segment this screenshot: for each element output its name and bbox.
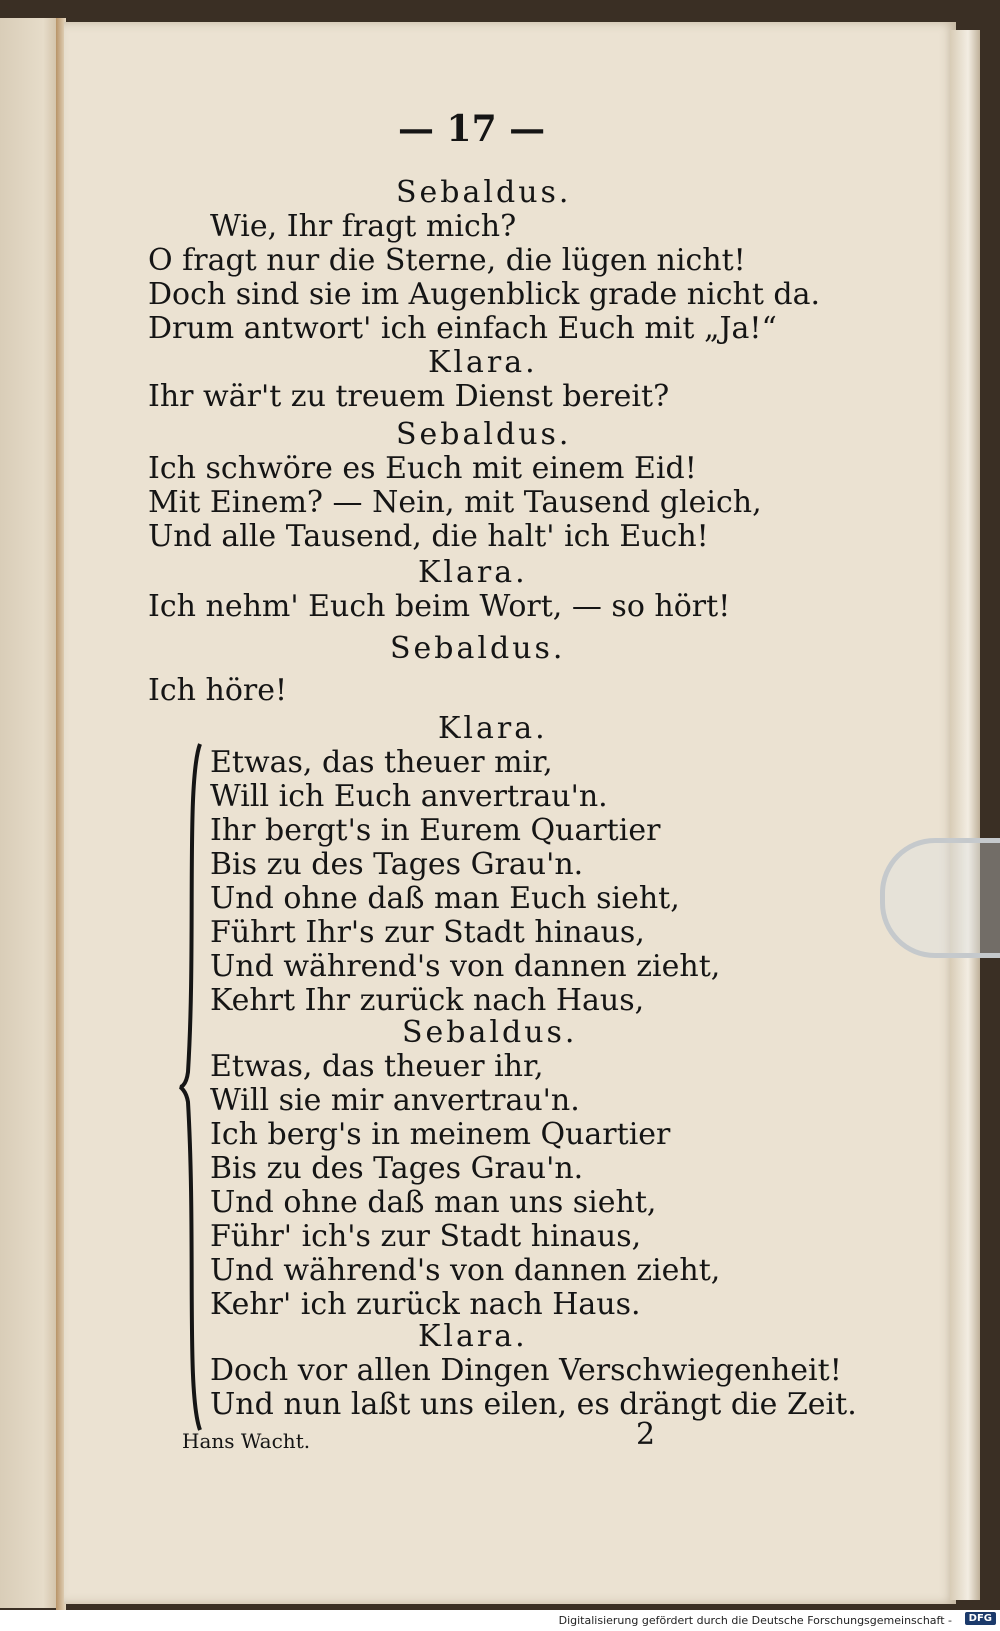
speaker-klara: Klara. — [418, 1319, 528, 1354]
verse-line: Ihr bergt's in Eurem Quartier — [210, 813, 661, 848]
page-number: — 17 — — [398, 108, 546, 150]
speaker-sebaldus: Sebaldus. — [390, 631, 566, 666]
speaker-sebaldus: Sebaldus. — [396, 417, 572, 452]
verse-line: Kehrt Ihr zurück nach Haus, — [210, 983, 645, 1018]
verse-line: Ich schwöre es Euch mit einem Eid! — [148, 451, 697, 486]
digitization-credit: Digitalisierung gefördert durch die Deutsche Forschungsgemeinschaft - — [558, 1614, 952, 1627]
verse-line: Mit Einem? — Nein, mit Tausend gleich, — [148, 485, 762, 520]
footer-signature-mark: 2 — [636, 1417, 656, 1452]
verse-line: Doch vor allen Dingen Verschwiegenheit! — [210, 1353, 842, 1388]
verse-line: Drum antwort' ich einfach Euch mit „Ja!“ — [148, 311, 777, 346]
verse-line: Und ohne daß man uns sieht, — [210, 1185, 657, 1220]
verse-line: Und ohne daß man Euch sieht, — [210, 881, 680, 916]
verse-line: Und während's von dannen zieht, — [210, 1253, 721, 1288]
page-stack-edge — [950, 30, 980, 1600]
verse-line: Ich berg's in meinem Quartier — [210, 1117, 671, 1152]
verse-line: O fragt nur die Sterne, die lügen nicht! — [148, 243, 746, 278]
curly-brace — [178, 742, 206, 1432]
verse-line: Ich nehm' Euch beim Wort, — so hört! — [148, 589, 731, 624]
speaker-sebaldus: Sebaldus. — [396, 175, 572, 210]
footer-signature: Hans Wacht. — [182, 1429, 311, 1453]
verse-line: Ich höre! — [148, 673, 288, 708]
verse-line: Wie, Ihr fragt mich? — [210, 209, 517, 244]
verse-line: Doch sind sie im Augenblick grade nicht da. — [148, 277, 821, 312]
speaker-klara: Klara. — [418, 555, 528, 590]
speaker-klara: Klara. — [428, 345, 538, 380]
paper-clip — [880, 838, 1000, 958]
verse-line: Bis zu des Tages Grau'n. — [210, 1151, 584, 1186]
verse-line: Will ich Euch anvertrau'n. — [210, 779, 608, 814]
verse-line: Ihr wär't zu treuem Dienst bereit? — [148, 379, 670, 414]
verse-line: Und alle Tausend, die halt' ich Euch! — [148, 519, 709, 554]
verse-line: Führt Ihr's zur Stadt hinaus, — [210, 915, 645, 950]
verse-line: Etwas, das theuer mir, — [210, 745, 553, 780]
verse-line: Und nun laßt uns eilen, es drängt die Zeit. — [210, 1387, 857, 1422]
speaker-sebaldus: Sebaldus. — [402, 1015, 578, 1050]
left-page-edge — [0, 18, 62, 1608]
verse-line: Und während's von dannen zieht, — [210, 949, 721, 984]
verse-line: Bis zu des Tages Grau'n. — [210, 847, 584, 882]
verse-line: Will sie mir anvertrau'n. — [210, 1083, 580, 1118]
dfg-logo: DFG — [965, 1612, 996, 1625]
verse-line: Führ' ich's zur Stadt hinaus, — [210, 1219, 642, 1254]
verse-line: Etwas, das theuer ihr, — [210, 1049, 544, 1084]
speaker-klara: Klara. — [438, 711, 548, 746]
verse-line: Kehr' ich zurück nach Haus. — [210, 1287, 641, 1322]
